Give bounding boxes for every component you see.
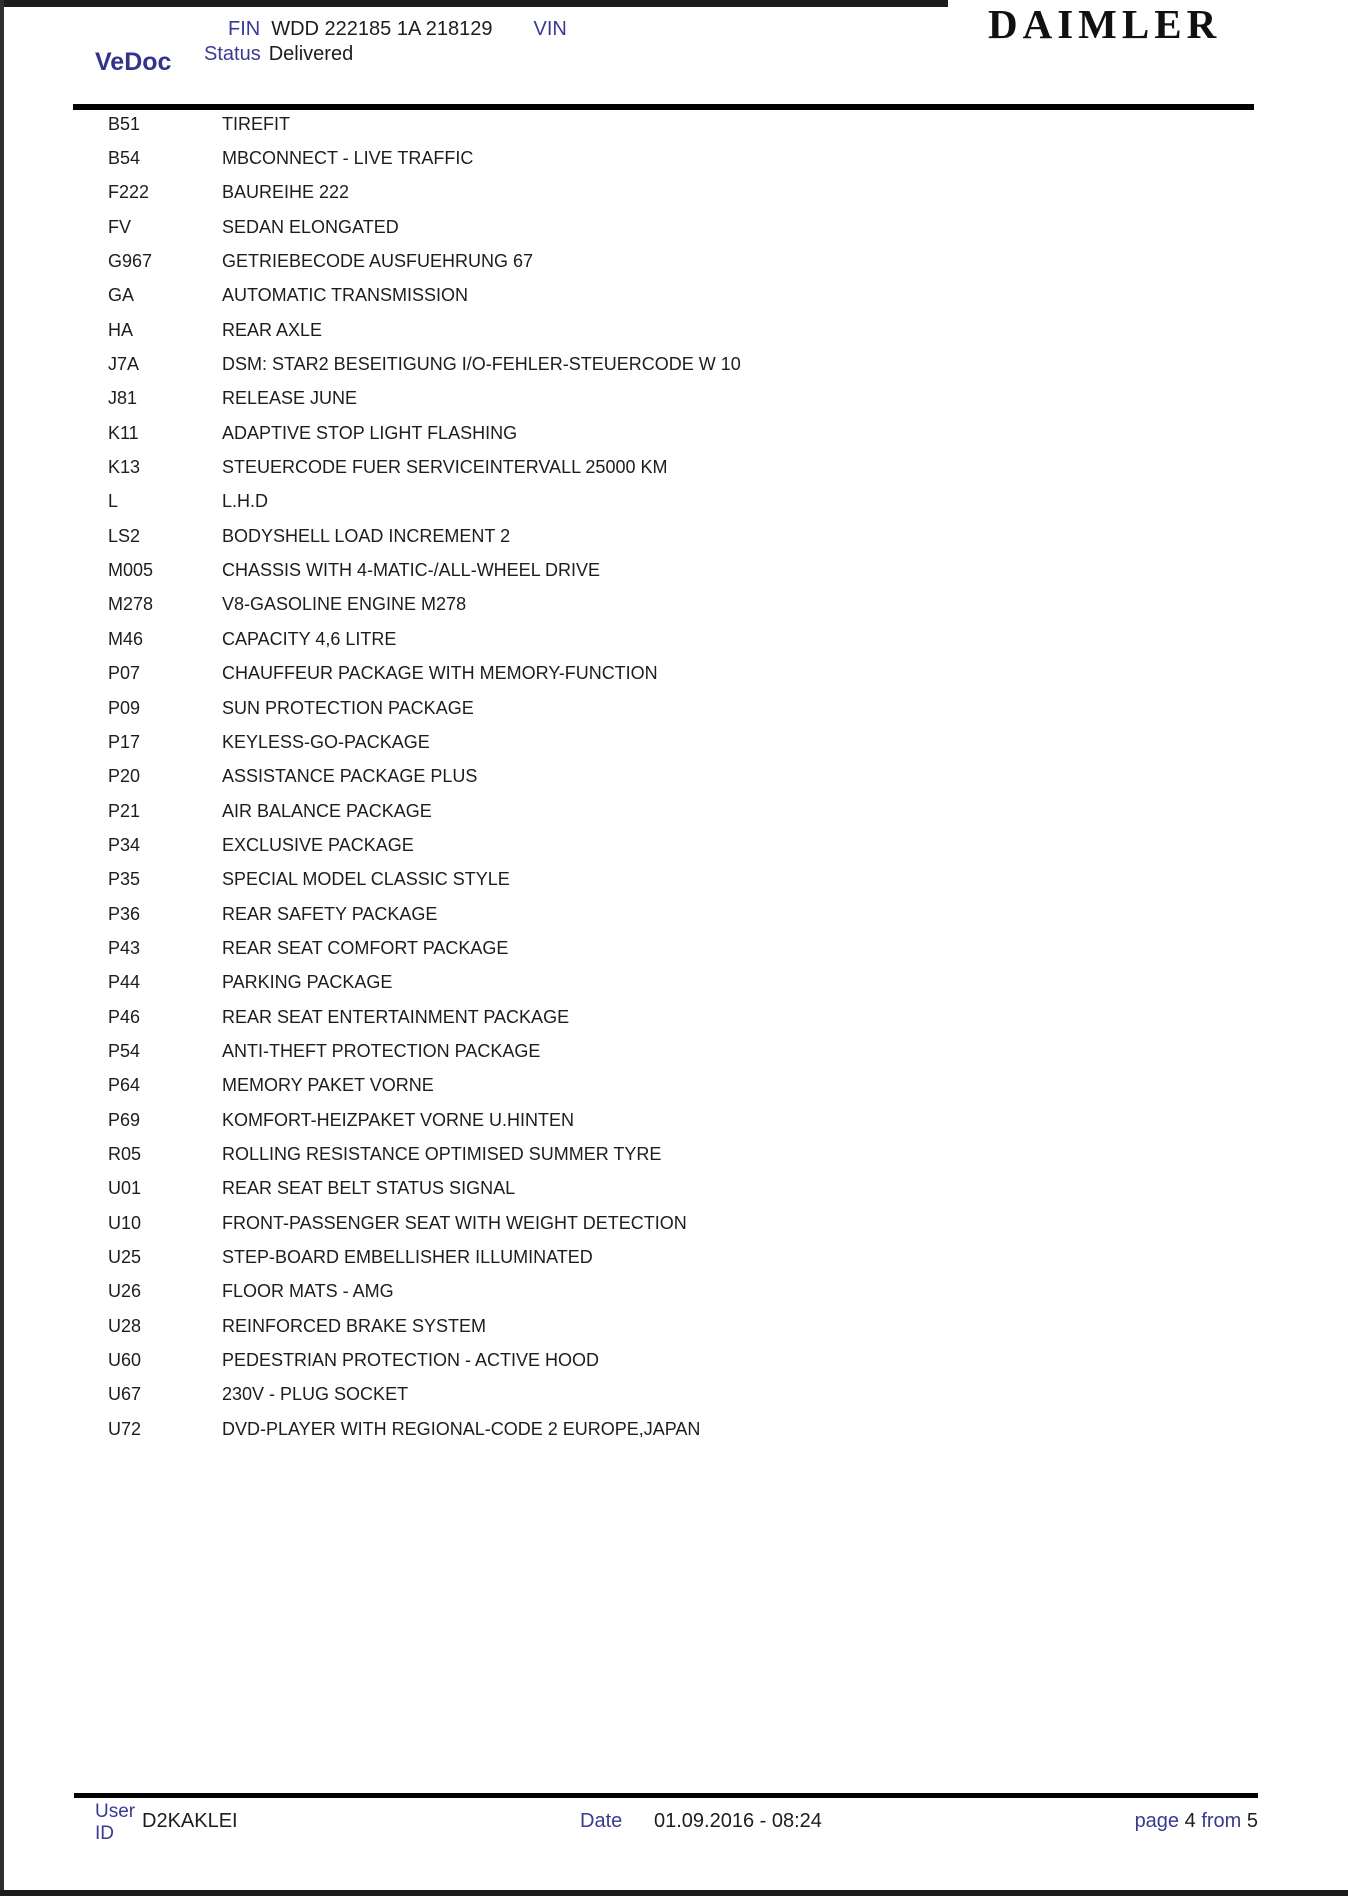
code-row (108, 382, 1228, 416)
code-cell: K11 (108, 422, 139, 443)
code-row (108, 828, 1228, 862)
description-cell: MBCONNECT - LIVE TRAFFIC (222, 148, 474, 169)
code-row (108, 1378, 1228, 1412)
code-row (108, 966, 1228, 1000)
description-cell: AUTOMATIC TRANSMISSION (222, 285, 469, 306)
code-cell: R05 (108, 1143, 142, 1164)
from-word: from (1201, 1810, 1242, 1832)
description-cell: REAR SEAT COMFORT PACKAGE (222, 937, 509, 958)
code-row (108, 313, 1228, 347)
code-cell: U01 (108, 1178, 142, 1199)
code-row (108, 760, 1228, 794)
fin-line (228, 18, 567, 41)
description-cell: GETRIEBECODE AUSFUEHRUNG 67 (222, 251, 534, 272)
code-cell: P36 (108, 903, 141, 924)
status-label: Status (204, 43, 261, 65)
description-cell: FLOOR MATS - AMG (222, 1281, 394, 1302)
fin-value: WDD 222185 1A 218129 (271, 18, 493, 40)
daimler-logo: DAIMLER (988, 1, 1222, 47)
description-cell: SEDAN ELONGATED (222, 216, 399, 237)
code-cell: FV (108, 216, 132, 237)
code-row (108, 347, 1228, 381)
description-cell: TIREFIT (222, 113, 290, 134)
code-cell: J7A (108, 354, 140, 375)
code-row (108, 416, 1228, 450)
description-cell: PARKING PACKAGE (222, 972, 393, 993)
description-cell: MEMORY PAKET VORNE (222, 1075, 434, 1096)
date-value: 01.09.2016 - 08:24 (654, 1810, 822, 1832)
description-cell: KEYLESS-GO-PACKAGE (222, 731, 430, 752)
code-row (108, 210, 1228, 244)
code-cell: P17 (108, 731, 141, 752)
code-row (108, 1034, 1228, 1068)
code-cell: P64 (108, 1075, 141, 1096)
description-cell: BAUREIHE 222 (222, 182, 350, 203)
code-list (108, 107, 1228, 1446)
page-top-border (0, 0, 948, 7)
code-row (108, 1137, 1228, 1171)
code-cell: L (108, 491, 119, 512)
code-cell: J81 (108, 388, 138, 409)
code-row (108, 622, 1228, 656)
description-cell: AIR BALANCE PACKAGE (222, 800, 432, 821)
code-cell: P44 (108, 972, 141, 993)
page-current: 4 (1184, 1810, 1196, 1832)
code-cell: P07 (108, 663, 141, 684)
code-row (108, 657, 1228, 691)
fin-label: FIN (228, 18, 261, 40)
code-row (108, 863, 1228, 897)
description-cell: CAPACITY 4,6 LITRE (222, 628, 397, 649)
code-cell: K13 (108, 457, 141, 478)
description-cell: EXCLUSIVE PACKAGE (222, 834, 414, 855)
code-row (108, 691, 1228, 725)
description-cell: CHASSIS WITH 4-MATIC-/ALL-WHEEL DRIVE (222, 560, 601, 581)
code-cell: G967 (108, 251, 153, 272)
description-cell: BODYSHELL LOAD INCREMENT 2 (222, 525, 511, 546)
description-cell: STEUERCODE FUER SERVICEINTERVALL 25000 KM (222, 457, 668, 478)
code-cell: M005 (108, 560, 154, 581)
code-row (108, 794, 1228, 828)
description-cell: ROLLING RESISTANCE OPTIMISED SUMMER TYRE (222, 1143, 662, 1164)
description-cell: REAR AXLE (222, 319, 323, 340)
code-row (108, 485, 1228, 519)
description-cell: DVD-PLAYER WITH REGIONAL-CODE 2 EUROPE,JAPAN (222, 1418, 701, 1439)
description-cell: PEDESTRIAN PROTECTION - ACTIVE HOOD (222, 1350, 600, 1371)
code-cell: P21 (108, 800, 141, 821)
code-cell: P09 (108, 697, 141, 718)
code-cell: P46 (108, 1006, 141, 1027)
page-indicator (1135, 1810, 1258, 1833)
code-row (108, 553, 1228, 587)
description-cell: KOMFORT-HEIZPAKET VORNE U.HINTEN (222, 1109, 575, 1130)
date-label: Date (580, 1810, 623, 1832)
code-cell: U67 (108, 1384, 142, 1405)
user-id-label-line2: ID (95, 1823, 114, 1844)
code-row (108, 1309, 1228, 1343)
description-cell: 230V - PLUG SOCKET (222, 1384, 409, 1405)
footer-divider (74, 1793, 1258, 1798)
description-cell: REAR SEAT ENTERTAINMENT PACKAGE (222, 1006, 570, 1027)
description-cell: STEP-BOARD EMBELLISHER ILLUMINATED (222, 1247, 593, 1268)
code-cell: U72 (108, 1418, 142, 1439)
user-id-label-line1: User (95, 1801, 136, 1822)
description-cell: CHAUFFEUR PACKAGE WITH MEMORY-FUNCTION (222, 663, 658, 684)
code-row (108, 725, 1228, 759)
code-cell: P43 (108, 937, 141, 958)
description-cell: ADAPTIVE STOP LIGHT FLASHING (222, 422, 518, 443)
code-row (108, 897, 1228, 931)
code-row (108, 588, 1228, 622)
code-row (108, 450, 1228, 484)
description-cell: REINFORCED BRAKE SYSTEM (222, 1315, 487, 1336)
code-row (108, 519, 1228, 553)
page-total: 5 (1246, 1810, 1258, 1832)
status-value: Delivered (268, 43, 354, 65)
page-left-border (0, 0, 4, 1896)
code-row (108, 279, 1228, 313)
code-cell: B51 (108, 113, 141, 134)
code-cell: M278 (108, 594, 154, 615)
description-cell: SPECIAL MODEL CLASSIC STYLE (222, 869, 510, 890)
code-cell: GA (108, 285, 135, 306)
user-id-label (95, 1801, 140, 1845)
status-line (204, 43, 353, 66)
description-cell: FRONT-PASSENGER SEAT WITH WEIGHT DETECTION (222, 1212, 687, 1233)
code-cell: LS2 (108, 525, 141, 546)
code-row (108, 1275, 1228, 1309)
code-cell: M46 (108, 628, 144, 649)
code-cell: U26 (108, 1281, 142, 1302)
code-row (108, 931, 1228, 965)
description-cell: ANTI-THEFT PROTECTION PACKAGE (222, 1040, 541, 1061)
code-row (108, 176, 1228, 210)
description-cell: REAR SEAT BELT STATUS SIGNAL (222, 1178, 516, 1199)
description-cell: SUN PROTECTION PACKAGE (222, 697, 474, 718)
code-row (108, 1412, 1228, 1446)
code-cell: P20 (108, 766, 141, 787)
code-cell: HA (108, 319, 134, 340)
app-title: VeDoc (95, 48, 172, 76)
code-row (108, 1240, 1228, 1274)
code-row (108, 1172, 1228, 1206)
user-id-value: D2KAKLEI (142, 1810, 238, 1832)
page-bottom-border (0, 1890, 1348, 1896)
code-cell: P35 (108, 869, 141, 890)
code-row (108, 1000, 1228, 1034)
description-cell: RELEASE JUNE (222, 388, 358, 409)
code-cell: P34 (108, 834, 141, 855)
code-row (108, 141, 1228, 175)
code-row (108, 244, 1228, 278)
code-cell: U10 (108, 1212, 142, 1233)
code-cell: U28 (108, 1315, 142, 1336)
code-cell: P69 (108, 1109, 141, 1130)
code-row (108, 1343, 1228, 1377)
code-cell: U25 (108, 1247, 142, 1268)
description-cell: REAR SAFETY PACKAGE (222, 903, 438, 924)
code-row (108, 1206, 1228, 1240)
code-row (108, 1069, 1228, 1103)
page-word: page (1134, 1810, 1180, 1832)
code-cell: U60 (108, 1350, 142, 1371)
description-cell: V8-GASOLINE ENGINE M278 (222, 594, 467, 615)
vin-label: VIN (533, 18, 567, 40)
description-cell: L.H.D (222, 491, 269, 512)
code-cell: P54 (108, 1040, 141, 1061)
code-cell: F222 (108, 182, 150, 203)
description-cell: ASSISTANCE PACKAGE PLUS (222, 766, 478, 787)
description-cell: DSM: STAR2 BESEITIGUNG I/O-FEHLER-STEUERCODE W 10 (222, 354, 741, 375)
code-cell: B54 (108, 148, 141, 169)
code-row (108, 1103, 1228, 1137)
code-row (108, 107, 1228, 141)
